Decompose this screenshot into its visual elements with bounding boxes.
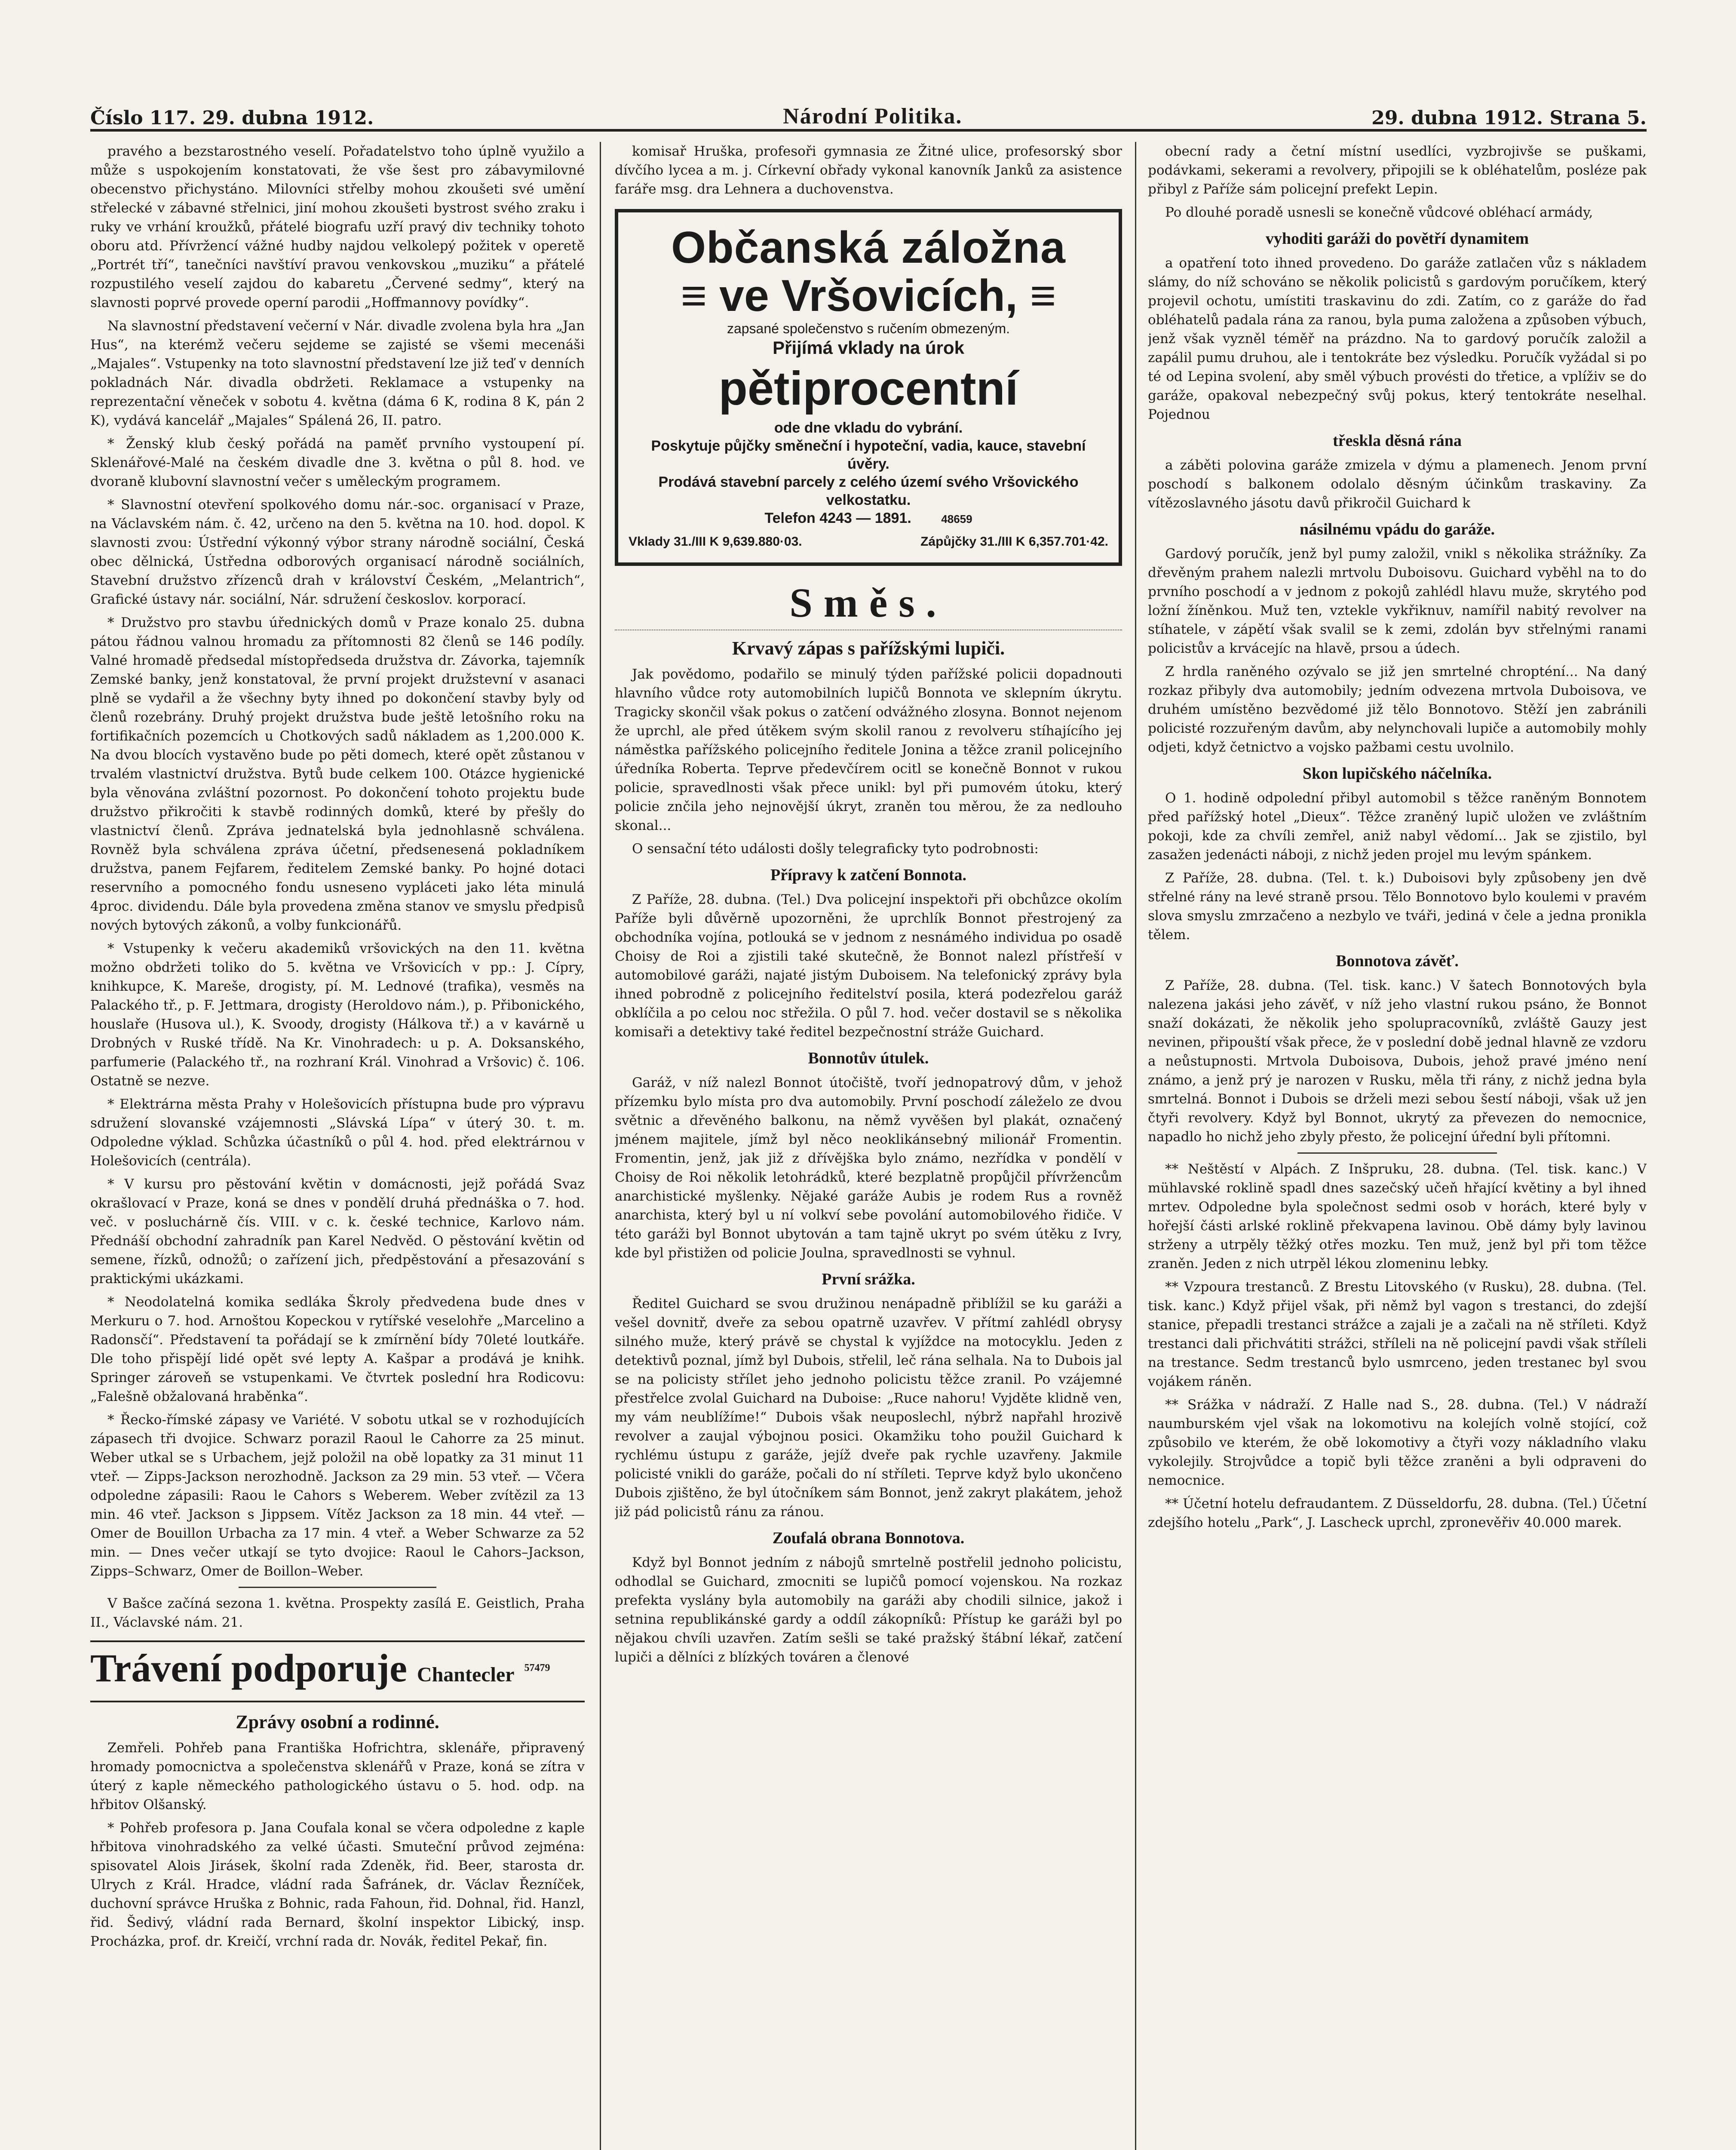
ad-phone	[629, 509, 1108, 528]
subheading: Bonnotova závěť.	[1336, 952, 1459, 970]
news-item: ** Neštěstí v Alpách. Z Inšpruku, 28. dubna. (Tel. tisk. kanc.) V mühlavské roklině spadl dnes sazečský učeň hřající květiny a byl ihned mrtev. Odpoledne byla společnost sedmi osob v horách, které byly v hořejší části arlské roklině překvapena lavinou. Obě dámy byly lavinou strženy a utrpěly těžký otřes mozku. Ten muž, jenž byl při tom těžce zraněn. Jeden z nich utrpěl lékou zlomeninu lebky.	[1148, 1161, 1647, 1272]
ad-brand: Chantecler	[417, 1663, 515, 1686]
article-paragraph: Z Paříže, 28. dubna. (Tel.) Dva policejní inspektoři při obchůzce okolím Paříže byli důvěrně upozorněni, že uprchlík Bonnot přestrojený za obchodníka vojína, potlouká se v jednom z nesnámého individua po osadě Choisy de Roi a zjistili také skutečně, že Bonnot nalezl přístřeší v automobilové garáži, najaté jistým Duboisem. Na telefonický zprávy byla ihned pobrodně z policejního ředitelství posila, která podezřelou garáž obklíčila a po celou noc střežila. O půl 7. hod. večer dostavil se s několika komisaři a detektivy také ředitel bezpečnostní stráže Guichard.	[615, 892, 1122, 1040]
column-divider	[1135, 142, 1136, 2150]
page-header	[90, 90, 1647, 132]
header-issue-date: Číslo 117. 29. dubna 1912.	[90, 107, 374, 129]
subheading: třeskla děsná rána	[1333, 432, 1462, 450]
classified-notice: V Bašce začíná sezona 1. května. Prospekty zasílá E. Geistlich, Praha II., Václavské nám. 21.	[90, 1596, 585, 1630]
article-paragraph: obecní rady a četní místní usedlíci, vyzbrojivše se puškami, podávkami, sekerami a revolvery, připojili se k obléhatelům, posléze pak přibyl z Paříže sám policejní prefekt Lepin.	[1148, 144, 1647, 197]
ad-loans: Zápůjčky 31./III K 6,357.701·42.	[920, 534, 1108, 549]
column-divider	[600, 142, 601, 2150]
article-paragraph: Garáž, v níž nalezl Bonnot útočiště, tvoří jednopatrový dům, v jehož přízemku bylo místa pro dva automobily. První poschodí záleželo ze dvou světnic a dřevěného balkonu, na němž vyvěšen byl plakát, označený jménem majitele, jímž byl něco neoklikánsebný milionář Fromentin. Fromentin, jenž, jak již z dřívějška bylo známo, nezřídka v pondělí v Choisy de Roi několik letohrádků, které bezplatně propůjčil přívržencům anarchistické myšlenky. Nějaké garáže Aubis je rodem Rus a rovněž anarchista, který byl u ní volkví sebe povolání automobilového řidiče. V této garáži byl Bonnot ubytován a tam tajně ukryt po svém útěku z Ivry, kde byl přistižen od policie Joulna, spravedlnosti se vyhnul.	[615, 1075, 1122, 1261]
article-paragraph: Gardový poručík, jenž byl pumy založil, vnikl s několika strážníky. Za dřevěným prahem nalezli mrtvolu Duboisovu. Guichard vyběhl na to do prvního poschodí a v jednom z pokojů zahlédl hlavu muže, skrytého pod ložní žíněnkou. Muž ten, vztekle vykřiknuv, namířil nabitý revolver na stíhatele, v zápětí však svalil se k zemi, zdolán byv střelnými ranami policistův a krvácejíc na hlavě, prsou a údech.	[1148, 546, 1647, 656]
section-title-smes: Směs.	[789, 580, 948, 626]
ad-footer	[629, 532, 1108, 551]
newspaper-title: Národní Politika.	[783, 104, 963, 129]
advertisement-zalozna	[615, 209, 1122, 566]
subheading: Bonnotův útulek.	[808, 1049, 929, 1067]
subheading: vyhoditi garáži do povětří dynamitem	[1265, 230, 1529, 248]
ad-number: 48659	[941, 513, 972, 525]
news-item: * Neodolatelná komika sedláka Škroly předvedena bude dnes v Merkuru o 7. hod. Arnoštou Kopeckou v rytířské veselohře „Marcelino a Radonsčí“. Představení ta pořádají se k zmírnění bídy 70leté loutkáře. Dle toho přispějí lidé opět své lepty A. Kašpar a prodává je knihk. Springer zároveň se vstupenkami. Ve čtvrtek poslední hra Rodicovu: „Falešně obžalovaná hraběnka“.	[90, 1294, 585, 1404]
separator-line	[1297, 1152, 1497, 1154]
column-middle	[615, 142, 1122, 2150]
article-paragraph: pravého a bezstarostného veselí. Pořadatelstvo toho úplně využilo a může s uspokojením konstatovati, že vše šest pro zábavymilovné obecenstvo přichystáno. Milovníci střelby mohou zkoušeti své umění střelecké v zábavné střelnici, jiní mohou zkoušeti bystrost svého zraku i ruky ve vrhání kroužků, přátelé biografu uzří pravý div techniky tohoto oboru atd. Přívržencí vážné hudby najdou velkolepý požitek v operetě „Portrét tří“, tanečníci navštíví pravou venkovskou „muziku“ a přátelé rozpustilého veselí zajdou do kabaretu „Červené sedmy“, který na slavnosti poprvé provede operní parodii „Hoffmannovy povídky“.	[90, 144, 585, 310]
news-item: * Slavnostní otevření spolkového domu nár.-soc. organisací v Praze, na Václavském nám. č. 42, určeno na den 5. května na 10. hod. dopol. K slavnosti zvou: Ústřední výkonný výbor strany národně sociální, Česká obec dělnická, Ústředna odborových organisací národně sociálních, Stavební družstvo zřízenců drah v království Českém, „Melantrich“, Grafické ústavy nár. sociální, Nár. sdružení českoslov. korporací.	[90, 497, 585, 607]
article-paragraph: O sensační této události došly telegraficky tyto podrobnosti:	[632, 841, 1039, 857]
article-paragraph: a opatření toto ihned provedeno. Do garáže zatlačen vůz s nákladem slámy, do níž schováno se několik policistů s gardovým poručíkem, který projevil ochotu, umístiti traskavinu do zdi. Zatím, co z garáže do řad obléhatelů padala rána za ranou, byla puma založena a způsoben výbuch, jenž však vyzněl téměř na prázdno. Na to gardový poručík založil a zapálil pumu druhou, ale i tentokráte bez výsledku. Poručík vyžádal si po té od Lepina svolení, aby směl výbuch provésti do třetice, a vplíživ se do garáže, opakoval nebezpečný svůj pokus, který tentokráte neselhal. Pojednou	[1148, 255, 1647, 422]
article-headline: Krvavý zápas s pařížskými lupiči.	[732, 638, 1005, 659]
ad-highlight: pětiprocentní	[718, 362, 1018, 415]
ad-title: Občanská záložna	[671, 223, 1066, 273]
subheading: První srážka.	[822, 1270, 915, 1288]
ad-text: Prodává stavební parcely z celého území svého Vršovického velkostatku.	[658, 474, 1079, 508]
news-item: * Řecko-římské zápasy ve Variété. V sobotu utkal se v rozhodujících zápasech tři dvojice. Schwarz porazil Raoul le Cahorre za 25 minut. Weber utkal se s Urbachem, jejž položil na obě lopatky za 31 minut 11 vteř. — Zipps-Jackson nerozhodně. Jackson za 29 min. 53 vteř. — Včera odpoledne zápasili: Raou le Cahors s Weberem. Weber zvítězil za 13 min. 46 vteř. Jackson s Jippsem. Vítěz Jackson za 18 min. 44 vteř. — Omer de Bouillon Urbacha za 17 min. 4 vteř. a Weber Schwarze za 52 min. — Dnes večer utkají se tyto dvojice: Raoul le Cahors–Jackson, Zipps–Schwarz, Omer de Boillon–Weber.	[90, 1412, 585, 1579]
ad-text: Přijímá vklady na úrok	[773, 338, 964, 358]
article-paragraph: O 1. hodině odpolední přibyl automobil s těžce raněným Bonnotem před pařížský hotel „Dieux“. Těžce zraněný lupič uložen ve zvláštním pokoji, kde za chvíli zemřel, aniž nabyl vědomí... Jak se zjistilo, byl zasažen jedenácti náboji, z nichž jeden projel mu levým spánkem.	[1148, 790, 1647, 863]
separator-line	[239, 1587, 436, 1588]
section-heading: Zprávy osobní a rodinné.	[236, 1711, 439, 1732]
ad-deposits: Vklady 31./III K 9,639.880·03.	[629, 534, 802, 549]
article-paragraph: Ředitel Guichard se svou družinou nenápadně přiblížil se ku garáži a vešel dovnitř, dveře za sebou opatrně uzavřev. V přítmí zahlédl obrysy silného muže, který právě se chystal k vyjíždce na motocyklu. Jeden z detektivů poznal, jímž byl Dubois, střelil, leč rána selhala. Na to Dubois jal se na policisty střílet jeho jednoho policistu těžce zranil. Po vzájemné přestřelce zvolal Guichard na Duboise: „Ruce nahoru! Vyjděte klidně ven, my vám neublížíme!“ Dubois však neuposlechl, nýbrž napřahl hrozivě revolver a zaujal výbojnou posici. Okamžiku toho použil Guichard k rychlému ústupu z garáže, jejíž dveře pak rychle uzavřeny. Jakmile policisté vnikli do garáže, počali do ní stříleti. Teprve když bylo ukončeno Dubois zjištěno, že byl útočníkem sám Bonnot, jenž zakryt plakátem, jehož již pád policistů ránu za ránou.	[615, 1296, 1122, 1520]
obituary-item: Zemřeli. Pohřeb pana Františka Hofrichtra, sklenáře, připravený hromady pomocnictva a společenstva sklenářů v Praze, koná se zítra v úterý z kaple německého pathologického ústavu o 5. hod. odp. na hřbitov Olšanský.	[90, 1740, 585, 1812]
article-paragraph: Na slavnostní představení večerní v Nár. divadle zvolena byla hra „Jan Hus“, na kterémž večeru sejdeme se zajisté se všemi mecenáši „Majales“. Vstupenky na toto slavnostní představení lze již teď v denních pokladnách Nár. divadla obdržeti. Reklamace a vstupenky na reprezentační věneček v sobotu 4. května (dáma 6 K, rodina 8 K, pán 2 K), vydává kancelář „Majales“ Spálená 26, II. patro.	[90, 318, 585, 428]
subheading: Přípravy k zatčení Bonnota.	[770, 866, 966, 884]
newspaper-page	[90, 90, 1647, 2150]
advertisement-chantecler	[90, 1640, 585, 1702]
article-paragraph: Po dlouhé poradě usnesli se konečně vůdcové obléhací armády,	[1165, 205, 1593, 220]
news-item: * Ženský klub český pořádá na paměť prvního vystoupení pí. Sklenářové-Malé na českém divadle dne 3. května o půl 8. hod. ve dvoraně klubovní slavnostní večer s uměleckým programem.	[90, 436, 585, 489]
news-item: * Elektrárna města Prahy v Holešovicích přístupna bude pro výpravu sdružení slovanské vzájemnosti „Slávská Lípa“ v úterý 30. t. m. Odpoledne výklad. Schůzka účastníků o půl 4. hod. před elektrárnou v Holešovicích (centrála).	[90, 1096, 585, 1169]
article-paragraph: a záběti polovina garáže zmizela v dýmu a plamenech. Jenom první poschodí s balkonem odolalo děsným účinkům traskaviny. Za vítězoslavného jásotu davů přikročil Guichard k	[1148, 458, 1647, 511]
column-left	[90, 142, 585, 2150]
news-item: ** Vzpoura trestanců. Z Brestu Litovského (v Rusku), 28. dubna. (Tel. tisk. kanc.) Když přijel však, při němž byl vagon s trestanci, do zdejší stanice, přepadli trestanci strážce a zajali je a začali na ně stříleti. Když trestanci dali přichvátiti strážci, stříleli na ně policejní pavdi však stříleli na trestance. Sedm trestanců bylo usmrceno, jeden trestanec byl svou vojákem ráněn.	[1148, 1279, 1647, 1389]
ad-phone-text: Telefon 4243 — 1891.	[764, 510, 911, 526]
ad-headline: Trávení podporuje	[90, 1646, 407, 1690]
header-page-number: 29. dubna 1912. Strana 5.	[1371, 107, 1647, 129]
column-right	[1148, 142, 1647, 2150]
article-paragraph: Když byl Bonnot jedním z nábojů smrtelně postřelil jednoho policistu, odhodlal se Guichard, zmocniti se lupičů pomocí vojenskou. Na rozkaz prefekta vyslány byla automobily na garáži aby chodili silnice, jakož i setnina republikánské gardy a oddíl zákopníků: Přístup ke garáži byl po nějakou chvíli uzavřen. Zatím sešli se také pražský štábní lékař, zatčení lupiči a dělníci z blízkých továren a členové	[615, 1555, 1122, 1665]
article-paragraph: Z hrdla raněného ozývalo se již jen smrtelné chropténí... Na daný rozkaz přibyly dva automobily; jedním odvezena mrtvola Duboisova, ve druhém umístěno bezvědomé již tělo Bonnotovo. Stěží jen zabránili policisté rozzuřeným davům, aby nelynchovali lupiče a automobily mohly odjeti, když četnictvo a vojsko pažbami cestu uvolnilo.	[1148, 664, 1647, 755]
subheading: Skon lupičského náčelníka.	[1302, 765, 1492, 783]
obituary-item: * Pohřeb profesora p. Jana Coufala konal se včera odpoledne z kaple hřbitova vinohradského za velké účasti. Smuteční průvod zejména: spisovatel Alois Jirásek, školní rada Zdeněk, řid. Beer, starosta dr. Ulrych z Král. Hradce, vládní rada Šafránek, dr. Václav Řezníček, duchovní správce Hruška z Bohnic, rada Fahoun, řid. Dohnal, řid. Hanzl, řid. Šedivý, vládní rada Bernard, školní inspektor Libický, insp. Procházka, prof. dr. Kreičí, vrchní rada dr. Novák, ředitel Pekař, fin.	[90, 1820, 585, 1949]
ad-subtitle: ≡ ve Vršovicích, ≡	[681, 271, 1056, 321]
ad-number: 57479	[524, 1662, 550, 1674]
news-item: * Družstvo pro stavbu úřednických domů v Praze konalo 25. dubna pátou řádnou valnou hromadu za přítomnosti 82 členů se 146 podíly. Valné hromadě předsedal místopředseda družstva dr. Závorka, tajemník Zemské banky, jenž konstatoval, že první projekt družstevní v asanaci plně se vydařil a že všechny byty ihned po dokončení stavby byly od členů rozebrány. Druhý projekt družstva bude ještě letošního roku na fortifikačních pozemcích u Chotkových sadů nákladem as 1,200.000 K. Na dvou blocích vystavěno bude po pěti domech, které opět zůstanou v trvalém vlastnictví družstva. Bytů bude celkem 100. Otázce hygienické byla věnována zvláštní pozornost. Po dokončení tohoto projektu bude družstvo přikročiti k stavbě rodinných domků, které by přešly do vlastnictví členů. Zpráva jednatelská byla jednohlasně schválena. Rovněž byla schválena zpráva účetní, předsenesená pokladníkem družstva, panem Fejfarem, ředitelem Zemské banky. Po hojné dotaci reservního a pomocného fondu usneseno vypláceti jako léta minulá 4proc. dividendu. Dále byla provedena změna stanov ve smyslu předpisů nových bytových zákonů, a volby funkcionářů.	[90, 615, 585, 933]
news-item: * V kursu pro pěstování květin v domácnosti, jejž pořádá Svaz okrašlovací v Praze, koná se dnes v pondělí druhá přednáška o 7. hod. več. v posluchárně čís. VIII. v c. k. české technice, Karlovo nám. Přednáší obchodní zahradník pan Karel Nedvěd. O pěstování květin od semene, řízků, odnožů; o zařízení jich, předpěstování a přesazování s praktickými ukázkami.	[90, 1176, 585, 1287]
subheading: násilnému vpádu do garáže.	[1300, 520, 1495, 538]
news-item: ** Srážka v nádraží. Z Halle nad S., 28. dubna. (Tel.) V nádraží naumburském vjel však na lokomotivu na kolejích volně stojící, což způsobilo ve kterém, že obě lokomotivy a čtyři vozy nákladního vlaku vykolejily. Strojvůdce a topič byli těžce zraněni a byli odpraveni do nemocnice.	[1148, 1397, 1647, 1488]
article-paragraph: komisař Hruška, profesoři gymnasia ze Žitné ulice, profesorský sbor dívčího lycea a m. j. Církevní obřady vykonal kanovník Janků za asistence faráře msg. dra Lehnera a duchovenstva.	[615, 144, 1122, 197]
subheading: Zoufalá obrana Bonnotova.	[772, 1529, 965, 1547]
article-paragraph: Z Paříže, 28. dubna. (Tel. t. k.) Duboisovi byly způsobeny jen dvě střelné rány na levé straně prsou. Tělo Bonnotovo bylo koulemi v pravém slova smyslu zmrzačeno a nezbylo ve tváři, jediná v čele a jedna pronikla tělem.	[1148, 870, 1647, 943]
article-paragraph: Jak povědomo, podařilo se minulý týden pařížské policii dopadnouti hlavního vůdce roty automobilních lupičů Bonnota ve sklepním úkrytu. Tragicky skončil však pokus o zatčení odvážného zlosyna. Bonnot nejenom že uprchl, ale před útěkem svým skolil ranou z revolveru stíhajícího jej náměstka pařížského policejního ředitele Jonina a těžce zranil policejního úředníka Roberta. Teprve předevčírem ocitl se konečně Bonnot v rukou policie, spravedlnosti však přece unikl: byl při pumovém útoku, který policie znčila jeho nejnovější úkryt, zraněn tou měrou, že za nedlouho skonal...	[615, 666, 1122, 833]
ad-text: ode dne vkladu do vybrání.	[774, 420, 963, 436]
news-item: ** Účetní hotelu defraudantem. Z Düsseldorfu, 28. dubna. (Tel.) Účetní zdejšího hotelu „Park“, J. Lascheck uprchl, zpronevěřiv 40.000 marek.	[1148, 1496, 1647, 1530]
ad-text: Poskytuje půjčky směneční i hypoteční, vadia, kauce, stavební úvěry.	[651, 438, 1086, 472]
news-item: * Vstupenky k večeru akademiků vršovických na den 11. května možno obdržeti toliko do 5. května ve Vršovicích v pp.: J. Cípry, knihkupce, K. Mareše, drogisty, pí. M. Lednové (trafika), vesměs na Palackého tř., p. F. Jettmara, drogisty (Heroldovo nám.), p. Přibonického, houslaře (Husova ul.), K. Svoody, drogisty (Hálkova tř.) a v kavárně u Drobných v Ruské třídě. Na Kr. Vinohradech: u p. A. Doksanského, parfumerie (Palackého tř., na rozhraní Král. Vinohrad a Vršovic) č. 106. Ostatně se nezve.	[90, 941, 585, 1089]
article-paragraph: Z Paříže, 28. dubna. (Tel. tisk. kanc.) V šatech Bonnotových byla nalezena jakási jeho závěť, v níž jeho vlastní rukou psáno, že Bonnot snaží dokázati, že několik jeho spolupracovníků, zvláště Gauzy jest nevinen, připouští však přece, že v poslední době jednal hlavně ze vzdoru a neůstupnosti. Mrtvola Duboisova, Dubois, jehož pravé jméno není známo, a jenž prý je narozen v Rusku, měla tři rány, z nichž jedna byla smrtelná. Bonnot i Dubois se drželi mezi sebou šestí náboji, však už jen čtyři revolvery. Když byl Bonnot, ukrytý za převezen do nemocnice, napadlo ho nichž jeho zbyly přesto, že policejní úřední byli přítomni.	[1148, 978, 1647, 1145]
ad-text: zapsané společenstvo s ručením obmezeným.	[727, 321, 1010, 336]
